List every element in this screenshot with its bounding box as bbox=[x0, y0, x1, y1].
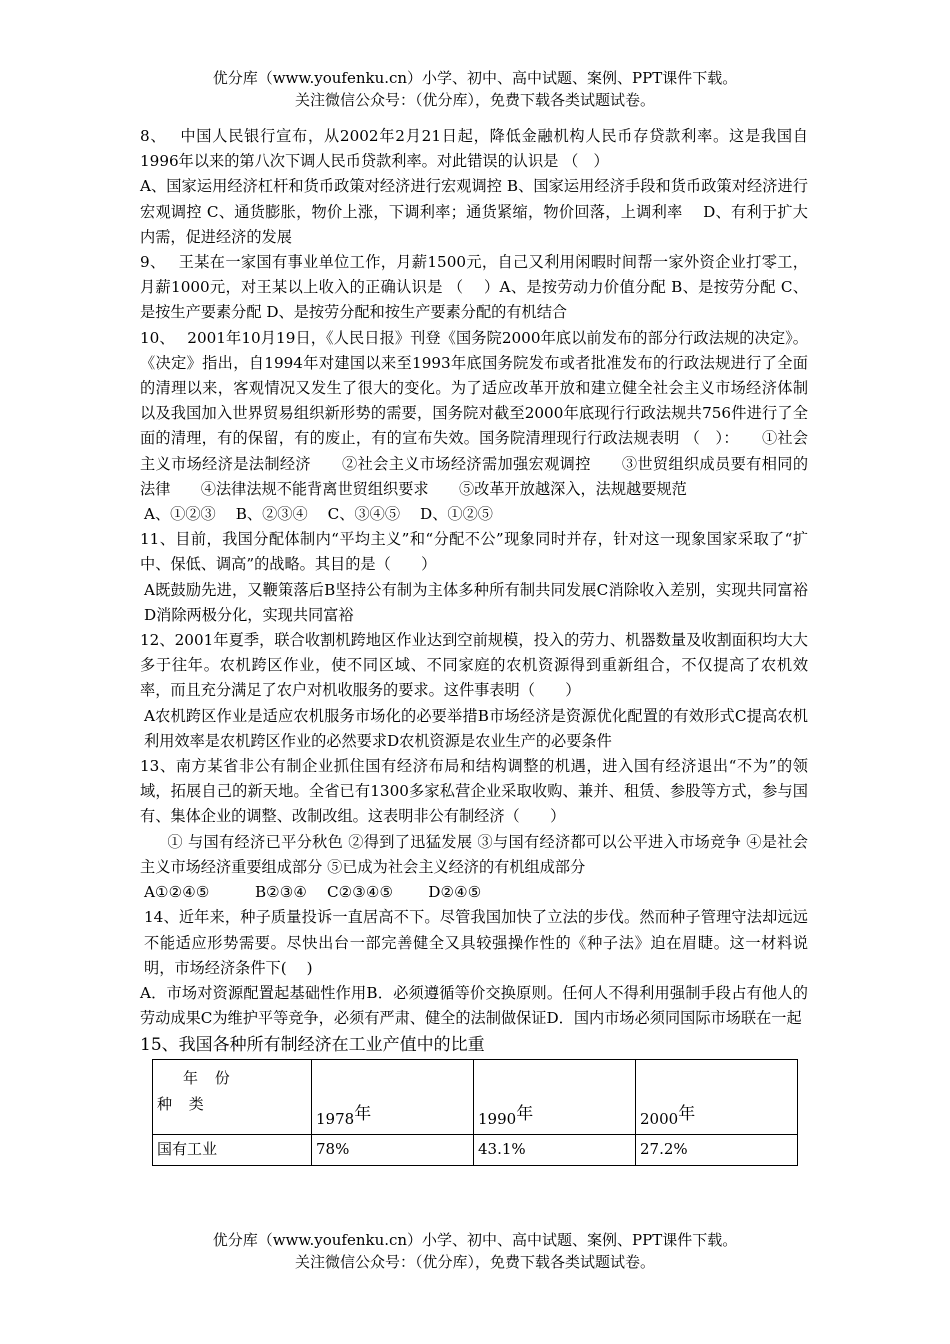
year-suffix: 年 bbox=[516, 1104, 534, 1125]
table-cell: 43.1% bbox=[474, 1135, 636, 1165]
header-line-1: 优分库（www.youfenku.cn）小学、初中、高中试题、案例、PPT课件下载。 bbox=[212, 69, 738, 87]
question-13-options: A①②④⑤ B②③④ C②③④⑤ D②④⑤ bbox=[144, 883, 482, 902]
document-body bbox=[140, 124, 808, 1166]
question-14-options: A．市场对资源配置起基础性作用B．必须遵循等价交换原则。任何人不得利用强制手段占有他人的劳动成果C为维护平等竞争，必须有严肃、健全的法制做保证D．国内市场必须同国际市场联在一起 bbox=[140, 983, 808, 1028]
question-11: 11、目前，我国分配体制内“平均主义”和“分配不公”现象同时并存，针对这一现象国家采取了“扩中、保低、调高”的战略。其目的是（ ） bbox=[140, 530, 808, 574]
year-header-cell bbox=[474, 1060, 636, 1135]
question-9: 9、 王某在一家国有事业单位工作，月薪1500元，自己又利用闲暇时间帮一家外资企业打零工，月薪1000元，对王某以上收入的正确认识是 （ ）A、是按劳动力价值分配 B、是按劳分配 C、是按生产要素分配 D、是按劳分配和按生产要素分配的有机结合 bbox=[140, 253, 808, 322]
page-header bbox=[0, 67, 950, 111]
table-row bbox=[153, 1135, 798, 1165]
ownership-share-table bbox=[152, 1059, 798, 1165]
table-header-row bbox=[153, 1060, 798, 1135]
table-corner-cell bbox=[153, 1060, 312, 1135]
page-footer bbox=[0, 1229, 950, 1273]
question-11-options: A既鼓励先进，又鞭策落后B坚持公有制为主体多种所有制共同发展C消除收入差别，实现共同富裕D消除两极分化，实现共同富裕 bbox=[144, 580, 808, 624]
footer-line-1: 优分库（www.youfenku.cn）小学、初中、高中试题、案例、PPT课件下载。 bbox=[212, 1231, 738, 1249]
table-cell: 78% bbox=[312, 1135, 474, 1165]
question-8: 8、 中国人民银行宣布，从2002年2月21日起，降低金融机构人民币存贷款利率。这是我国自1996年以来的第八次下调人民币贷款利率。对此错误的认识是 （ ） bbox=[140, 127, 808, 171]
year-suffix: 年 bbox=[678, 1104, 696, 1125]
question-8-options: A、国家运用经济杠杆和货币政策对经济进行宏观调控 B、国家运用经济手段和货币政策对经济进行宏观调控 C、通货膨胀，物价上涨，下调利率；通货紧缩，物价回落，上调利率 D、有利于扩大内需，促进经济的发展 bbox=[140, 177, 808, 246]
year-header-cell bbox=[312, 1060, 474, 1135]
table-cell: 27.2% bbox=[636, 1135, 798, 1165]
question-15-title: 15、我国各种所有制经济在工业产值中的比重 bbox=[140, 1035, 485, 1056]
year-suffix: 年 bbox=[354, 1104, 372, 1125]
year-header-cell bbox=[636, 1060, 798, 1135]
question-10: 10、 2001年10月19日，《人民日报》刊登《国务院2000年底以前发布的部分行政法规的决定》。《决定》指出，自1994年对建国以来至1993年底国务院发布或者批准发布的行政法规进行了全面的清理以来，客观情况又发生了很大的变化。为了适应改革开放和建立健全社会主义市场经济体制以及我国加入世界贸易组织新形势的需要，国务院对截至2000年底现行行政法规共756件进行了全面的清理，有的保留，有的废止，有的宣布失效。国务院清理现行行政法规表明 （ ）： ①社会主义市场经济是法制经济 ②社会主义市场经济需加强宏观调控 ③世贸组织成员要有相同的法律 ④法律法规不能背离世贸组织要求 ⑤改革开放越深入，法规越要规范 bbox=[140, 328, 808, 498]
year-2000: 2000 bbox=[640, 1110, 679, 1129]
year-1978: 1978 bbox=[316, 1110, 355, 1129]
question-13-items: ① 与国有经济已平分秋色 ②得到了迅猛发展 ③与国有经济都可以公平进入市场竞争 ④是社会主义市场经济重要组成部分 ⑤已成为社会主义经济的有机组成部分 bbox=[140, 832, 808, 876]
question-13: 13、南方某省非公有制企业抓住国有经济布局和结构调整的机遇，进入国有经济退出“不为”的领域，拓展自己的新天地。全省已有1300多家私营企业采取收购、兼并、租赁、参股等方式，参与国有、集体企业的调整、改制改组。这表明非公有制经济（ ） bbox=[140, 757, 808, 826]
question-12-options: A农机跨区作业是适应农机服务市场化的必要举措B市场经济是资源优化配置的有效形式C提高农机利用效率是农机跨区作业的必然要求D农机资源是农业生产的必要条件 bbox=[144, 706, 808, 750]
row-label: 国有工业 bbox=[153, 1135, 312, 1165]
question-14: 14、近年来，种子质量投诉一直居高不下。尽管我国加快了立法的步伐。然而种子管理守法却远远不能适应形势需要。尽快出台一部完善健全又具较强操作性的《种子法》迫在眉睫。这一材料说明，市场经济条件下( ) bbox=[144, 908, 808, 977]
footer-line-2: 关注微信公众号：（优分库），免费下载各类试题试卷。 bbox=[294, 1253, 655, 1271]
question-12: 12、2001年夏季，联合收割机跨地区作业达到空前规模，投入的劳力、机器数量及收割面积均大大多于往年。农机跨区作业，使不同区域、不同家庭的农机资源得到重新组合，不仅提高了农机效率，而且充分满足了农户对机收服务的要求。这件事表明（ ） bbox=[140, 631, 808, 700]
corner-kind-label: 种 类 bbox=[157, 1095, 210, 1114]
header-line-2: 关注微信公众号：（优分库），免费下载各类试题试卷。 bbox=[294, 91, 655, 109]
corner-year-label: 年 份 bbox=[183, 1069, 236, 1088]
question-10-options: A、①②③ B、②③④ C、③④⑤ D、①②⑤ bbox=[144, 505, 493, 524]
year-1990: 1990 bbox=[478, 1110, 517, 1129]
